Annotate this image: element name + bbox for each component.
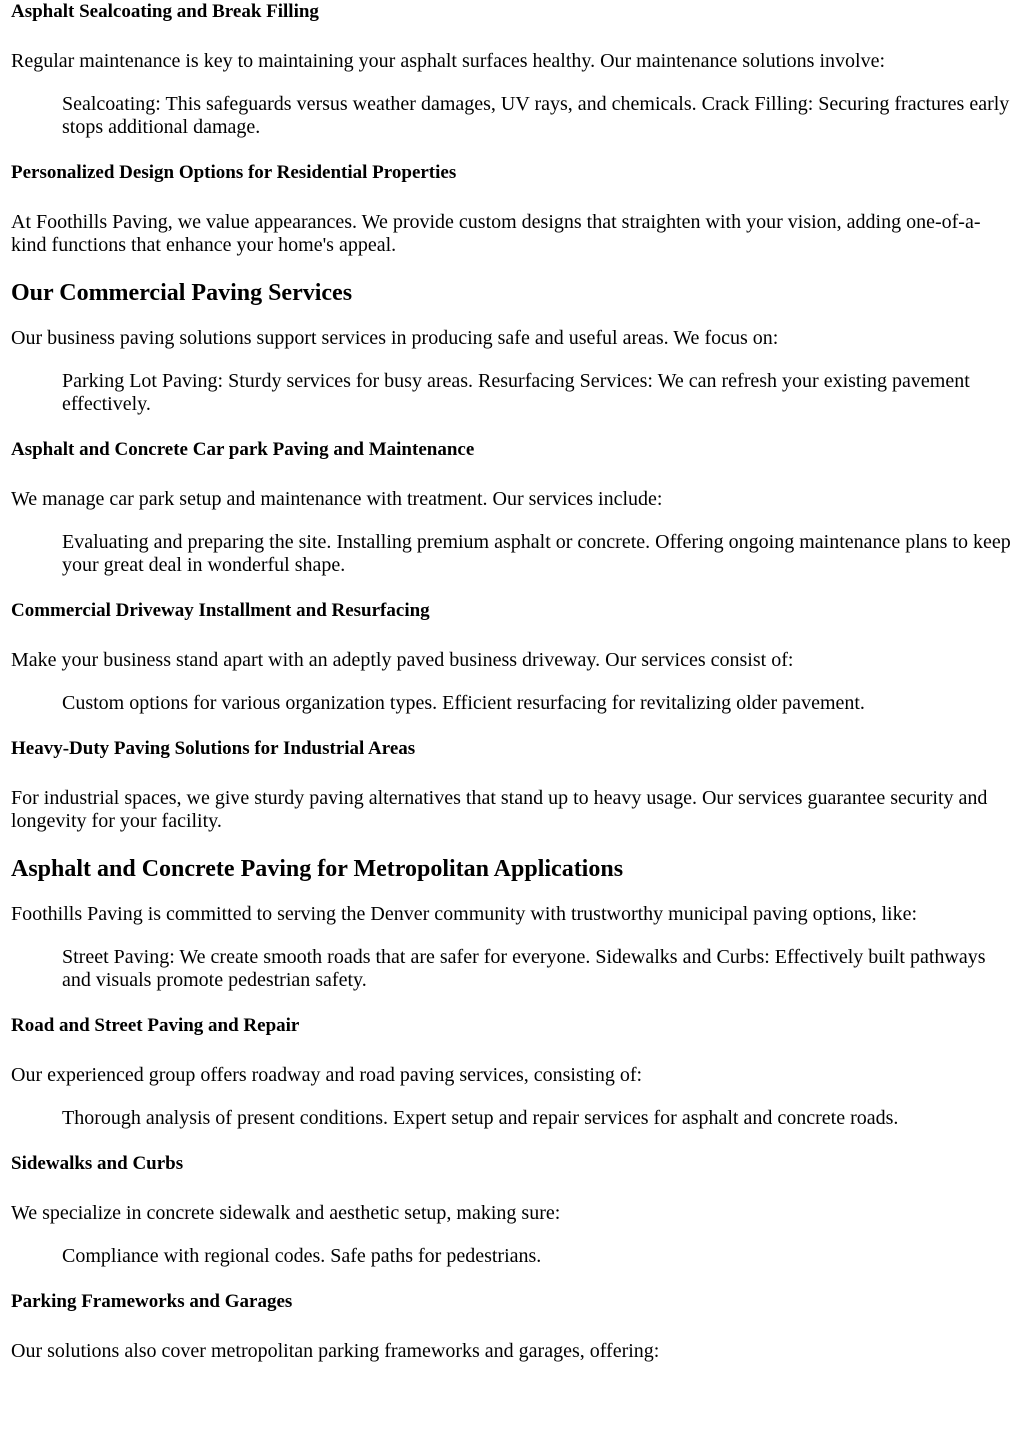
section-intro-metropolitan: Foothills Paving is committed to serving the Denver community with trustworthy municipal paving options, like: bbox=[11, 903, 918, 925]
section-quote-driveway: Custom options for various organization types. Efficient resurfacing for revitalizing older pavement. bbox=[62, 692, 865, 714]
section-heading-road-street: Road and Street Paving and Repair bbox=[11, 1015, 300, 1036]
section-quote-sidewalks: Compliance with regional codes. Safe paths for pedestrians. bbox=[62, 1245, 542, 1267]
section-quote-commercial: Parking Lot Paving: Sturdy services for busy areas. Resurfacing Services: We can refresh your existing pavement effectively. bbox=[62, 370, 970, 415]
section-quote-metropolitan: Street Paving: We create smooth roads that are safer for everyone. Sidewalks and Curbs: Effectively built pathways and visuals promote pedestrian safety. bbox=[62, 946, 986, 991]
section-quote-car-park: Evaluating and preparing the site. Installing premium asphalt or concrete. Offering ongoing maintenance plans to keep your great deal in wonderful shape. bbox=[62, 531, 1011, 576]
section-intro-driveway: Make your business stand apart with an adeptly paved business driveway. Our services consist of: bbox=[11, 649, 794, 671]
section-heading-driveway: Commercial Driveway Installment and Resurfacing bbox=[11, 600, 430, 621]
section-intro-industrial: For industrial spaces, we give sturdy paving alternatives that stand up to heavy usage. Our services guarantee security and longevity for your facility. bbox=[11, 787, 988, 832]
section-intro-residential-design: At Foothills Paving, we value appearances. We provide custom designs that straighten with your vision, adding one-of-a-kind functions that enhance your home's appeal. bbox=[11, 211, 981, 256]
section-intro-road-street: Our experienced group offers roadway and road paving services, consisting of: bbox=[11, 1064, 643, 1086]
section-intro-parking-frameworks: Our solutions also cover metropolitan parking frameworks and garages, offering: bbox=[11, 1340, 660, 1362]
section-heading-car-park: Asphalt and Concrete Car park Paving and Maintenance bbox=[11, 439, 475, 460]
section-quote-road-street: Thorough analysis of present conditions. Expert setup and repair services for asphalt and concrete roads. bbox=[62, 1107, 899, 1129]
section-intro-sealcoating: Regular maintenance is key to maintaining your asphalt surfaces healthy. Our maintenance solutions involve: bbox=[11, 50, 886, 72]
section-intro-commercial: Our business paving solutions support services in producing safe and useful areas. We focus on: bbox=[11, 327, 779, 349]
section-heading-commercial: Our Commercial Paving Services bbox=[11, 280, 353, 306]
section-intro-car-park: We manage car park setup and maintenance with treatment. Our services include: bbox=[11, 488, 663, 510]
section-heading-residential-design: Personalized Design Options for Residential Properties bbox=[11, 162, 457, 183]
section-heading-industrial: Heavy-Duty Paving Solutions for Industrial Areas bbox=[11, 738, 416, 759]
section-heading-metropolitan: Asphalt and Concrete Paving for Metropolitan Applications bbox=[11, 856, 624, 882]
section-heading-parking-frameworks: Parking Frameworks and Garages bbox=[11, 1291, 293, 1312]
section-heading-sealcoating: Asphalt Sealcoating and Break Filling bbox=[11, 1, 319, 22]
section-heading-sidewalks: Sidewalks and Curbs bbox=[11, 1153, 184, 1174]
section-intro-sidewalks: We specialize in concrete sidewalk and aesthetic setup, making sure: bbox=[11, 1202, 561, 1224]
section-quote-sealcoating: Sealcoating: This safeguards versus weather damages, UV rays, and chemicals. Crack Filling: Securing fractures early stops additional damage. bbox=[62, 93, 1010, 138]
